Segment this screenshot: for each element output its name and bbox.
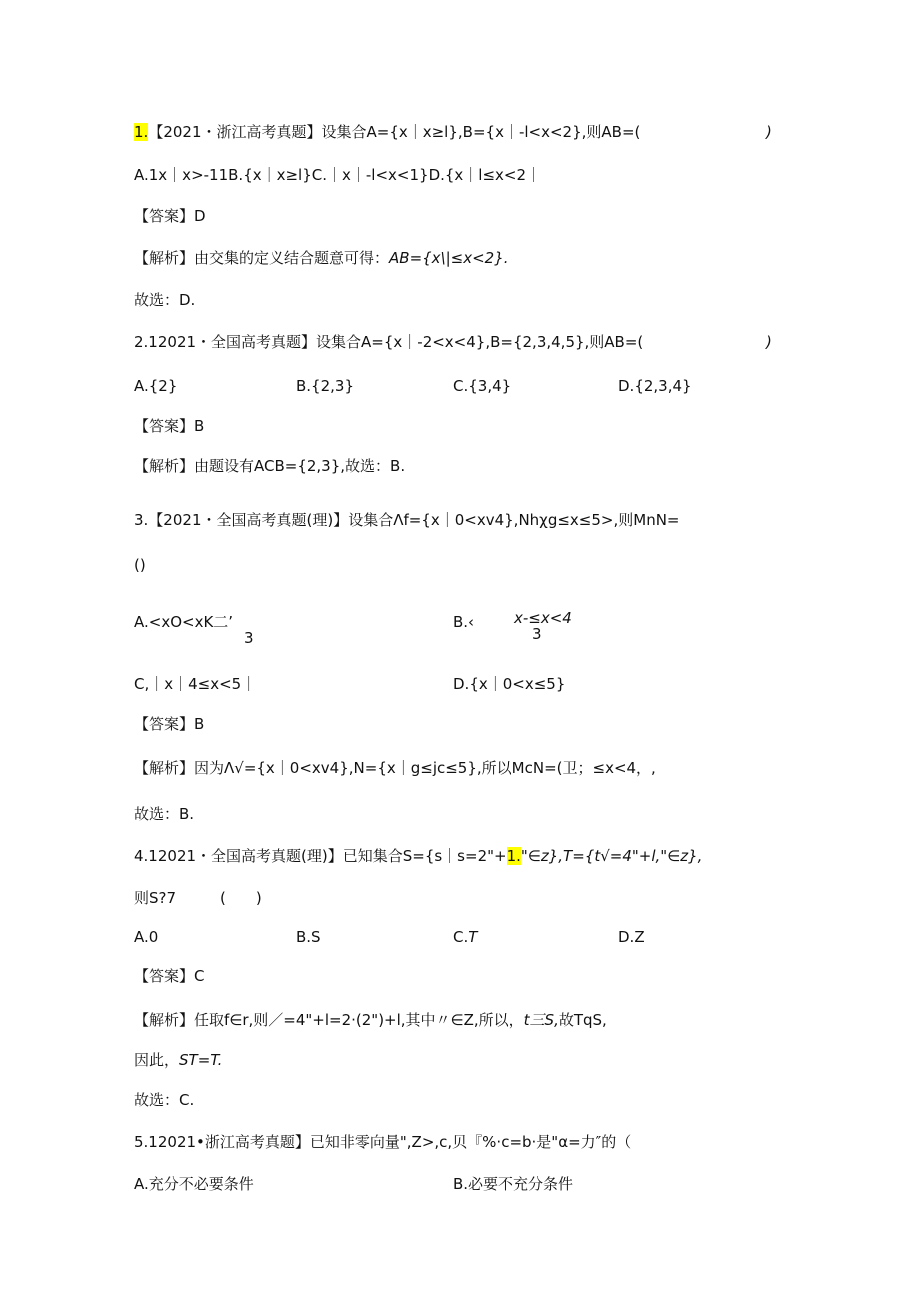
- q3-conclusion: 故选：B.: [134, 805, 195, 823]
- q4-option-b: B.S: [296, 928, 321, 946]
- q4-stem-set-t: T={t√=4"+l,"∈z},: [563, 847, 703, 865]
- q4-option-c: [453, 927, 477, 947]
- q4-line2: 则S?7: [134, 889, 177, 907]
- q2-stem: 2.12021・全国高考真题】设集合A={x｜-2<x<4},B={2,3,4,5},则AB=(: [134, 333, 644, 351]
- q4-option-c-math: T: [468, 928, 478, 946]
- q3-paren: (): [134, 556, 146, 574]
- q4-line-therefore: [134, 1050, 222, 1070]
- q5-option-a: A.充分不必要条件: [134, 1175, 254, 1193]
- q4-option-d: D.Z: [618, 928, 645, 946]
- q1-analysis-text: 【解析】由交集的定义结合题意可得：: [134, 249, 390, 267]
- q2-option-d: D.{2,3,4}: [618, 377, 692, 395]
- q1-stem-line: [134, 122, 640, 142]
- q1-number: 1.: [134, 123, 149, 141]
- q3-option-b: B.‹: [453, 613, 475, 631]
- q4-conclusion: 故选：C.: [134, 1091, 195, 1109]
- q4-stem: [134, 846, 702, 866]
- q3-stem: 3.【2021・全国高考真题(理)】设集合Λf={x｜0<xv4},Nhχg≤x≤5>,则MnN=: [134, 511, 680, 529]
- q2-analysis: 【解析】由题设有ACB={2,3},故选：B.: [134, 457, 406, 475]
- q5-stem: 5.12021•浙江高考真题】已知非零向量",Z>,c,贝『%·c=b·是"α=力″的（: [134, 1133, 632, 1151]
- q3-option-a-denominator: 3: [244, 629, 254, 647]
- q4-stem-text: 4.12021・全国高考真题(理)】已知集合S={s｜s=2"+: [134, 847, 507, 865]
- q4-paren: ( ): [220, 889, 262, 907]
- q1-stem: 【2021・浙江高考真题】设集合A={x｜x≥l},B={x｜-l<x<2},则AB=(: [148, 123, 641, 141]
- q2-option-c: C.{3,4}: [453, 377, 512, 395]
- q4-option-a: A.0: [134, 928, 159, 946]
- q3-option-c: C,｜x｜4≤x<5｜: [134, 675, 257, 693]
- q5-option-b: B.必要不充分条件: [453, 1175, 574, 1193]
- q1-analysis-math: AB={x\|≤x<2}.: [389, 249, 509, 267]
- q3-option-b-math: x-≤x<4: [514, 609, 572, 627]
- q4-stem-set-s: "∈z},: [520, 847, 564, 865]
- q1-paren-close: ): [766, 123, 772, 141]
- q3-option-b-denominator: 3: [532, 625, 542, 643]
- q1-analysis: [134, 248, 509, 268]
- q1-options: A.1x｜x>-11B.{x｜x≥l}C.｜x｜-l<x<1}D.{x｜l≤x<2｜: [134, 166, 542, 184]
- q4-therefore-text: 因此，: [134, 1051, 180, 1069]
- q1-answer: 【答案】D: [134, 207, 206, 225]
- q2-answer: 【答案】B: [134, 417, 205, 435]
- q4-answer: 【答案】C: [134, 967, 205, 985]
- q3-option-d: D.{x｜0<x≤5}: [453, 675, 566, 693]
- q2-option-b: B.{2,3}: [296, 377, 355, 395]
- q3-answer: 【答案】B: [134, 715, 205, 733]
- q4-analysis-text: 【解析】任取f∈r,则／=4"+l=2·(2")+l,其中〃∈Z,所以，: [134, 1011, 524, 1029]
- q4-therefore-math: ST=T.: [179, 1051, 223, 1069]
- q4-analysis-tail: 故TqS,: [558, 1011, 607, 1029]
- q1-conclusion: 故选：D.: [134, 291, 196, 309]
- q2-option-a: A.{2}: [134, 377, 178, 395]
- q4-analysis-math: t三S,: [523, 1011, 559, 1029]
- q3-option-a: A.<xO<xK二’: [134, 613, 234, 631]
- q4-option-c-label: C.: [453, 928, 469, 946]
- q4-analysis: [134, 1010, 607, 1030]
- q4-stem-highlight: 1.: [506, 847, 521, 865]
- q2-paren-close: ): [766, 333, 772, 351]
- q3-analysis: 【解析】因为Λ√={x｜0<xv4},N={x｜g≤jc≤5},所以McN=(卫；≤x<4，,: [134, 759, 656, 777]
